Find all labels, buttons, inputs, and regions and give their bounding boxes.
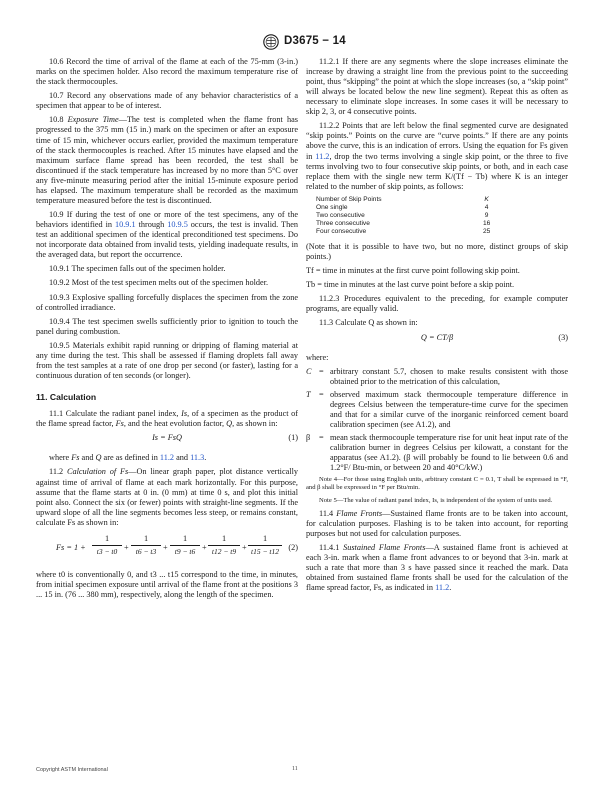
link-11-3[interactable]: 11.3	[190, 453, 205, 463]
link-10-9-1[interactable]: 10.9.1	[114, 219, 136, 229]
equation-3: Q = CT/β (3)	[420, 332, 568, 342]
page-header	[0, 34, 600, 52]
para-10-9-1: 10.9.1 The specimen falls out of the specimen holder.	[49, 264, 226, 274]
para-10-9-5: 10.9.5 Materials exhibit rapid running or dripping of flaming material at any time during the test. This shall be assessed if flaming droplets fall away from the test samples at a rate of one drop per second (or faster), lasting for a continuous duration of ten seconds (or longer).	[36, 340, 298, 381]
equation-2: Fs = 1 + $\frac{1}{t3 - t0}$ + $\frac{1}{t6 - t3}$ + $\frac{1}{t9 - t6}$ + $\frac{1}{t12 - t9}$ + $\frac{1}{t15 - t12}$ (2)	[56, 533, 298, 556]
copyright-footer: Copyright ASTM International	[36, 767, 108, 773]
table-row: Two consecutive 9	[316, 211, 489, 219]
para-10-9-4: 10.9.4 The test specimen swells sufficiently prior to ignition to touch the panel during combustion.	[36, 316, 298, 336]
para-11-2: 11.2 Calculation of Fs—On linear graph paper, plot distance vertically against time of arrival of flame at each mark horizontally. For this purpose, assume that the flame starts at 0 in. (0 mm) at time 0 s, and plot this initial point also. Connect the six (or fewer) points with straight-line segments. If the upward slope of all the line segments becomes less steep, or remains constant, calculate Fs as shown in:	[36, 467, 299, 527]
para-11-2-2: 11.2.2 Points that are left below the final segmented curve are designated “skip points.” Points on the curve are “curve points.” If there are any points above the curve, this is an indication of errors. Using the equation for Fs given in 11.2, drop the two terms involving a single skip point, or the three to five terms involving two to four consecutive skip points, or both, and in each case replace them with the single new term K/(Tf − Tb) where K is an integer related to the number of skip points, as follows:	[306, 121, 569, 191]
table-header-row: Number of Skip Points K	[316, 195, 489, 203]
def-tf: Tf = time in minutes at the first curve point following skip point.	[306, 265, 520, 275]
right-column	[306, 57, 568, 597]
para-11-2-1: 11.2.1 If there are any segments where the slope increases eliminate the increase by drawing a straight line from the previous point to the succeeding point, thus “skipping” the point at which the slope increases (so, a “skip point” will always be located below the new line segment). Repeat this as often as necessary to eliminate slope increases. In some cases it will be necessary to skip 2, 3, or 4 consecutive points.	[306, 57, 568, 117]
para-10-9: 10.9 If during the test of one or more of the test specimens, any of the behaviors identified in 10.9.1 through 10.9.5 occurs, the test is invalid. Then test an additional specimen of the identical preconditioned test specimens. Do not incorporate data obtained from invalid tests, yielding inadequate results, in the averaged data, but report the occurrence.	[36, 209, 298, 260]
table-row: One single 4	[316, 203, 489, 211]
def-tb: Tb = time in minutes at the last curve point before a skip point.	[306, 280, 515, 290]
link-11-2-c[interactable]: 11.2	[435, 583, 450, 593]
table-row: Three consecutive 16	[316, 219, 491, 227]
note-4: Note 4—For those using English units, arbitrary constant C = 0.1, T shall be expressed in °F, and β shall be expressed in °F per Btu/min.	[306, 476, 568, 492]
para-10-8: 10.8 Exposure Time—The test is completed when the flame front has progressed to the 375 mm (15 in.) mark on the specimen or after an exposure time of 15 min, whichever occurs earlier, provided the maximum temperature of the stack thermocouples is reached. After 15 minutes have elapsed and the maximum surface flame spread has been recorded, the test shall be discontinued if the stack temperature has increased by no more than 5°C over any five-minute measuring period after the initial 15-minute exposure period has elapsed. The maximum temperature shall be recorded as the maximum temperature measured before the test is discontinued.	[36, 115, 298, 205]
para-11-4: 11.4 Flame Fronts—Sustained flame fronts are to be taken into account, for calculation purposes. Flashing is to be taken into account, for reporting purposes but not used for calculation purposes.	[306, 508, 568, 538]
link-11-2-b[interactable]: 11.2	[315, 151, 330, 161]
definition-beta: β = mean stack thermocouple temperature rise for unit heat input rate of the calibration burner in degrees Celsius per kilowatt, a constant for the apparatus (see A1.2). (β will probably be found to lie between 0.6 and 1.2°F/ Btu-min, or between 20 and 40°C/kW.)	[306, 433, 568, 473]
note-5: Note 5—The value of radiant panel index, Is, is independent of the system of units used.	[319, 496, 553, 504]
astm-logo-icon	[263, 34, 279, 50]
definition-T: T = observed maximum stack thermocouple temperature difference in degrees Celsius between the temperature-time curve for the specimen and that for a similar curve of the inorganic reinforced cement board calibration specimen (see A1.2), and	[306, 389, 568, 429]
note-skip-groups: (Note that it is possible to have two, but no more, distinct groups of skip points.)	[306, 241, 568, 261]
para-10-6: 10.6 Record the time of arrival of the flame at each of the 75-mm (3-in.) marks on the specimen holder. Also record the maximum temperature rise of the stack thermocouples.	[36, 57, 298, 87]
para-10-7: 10.7 Record any observations made of any behavior characteristics of a specimen that appear to be of interest.	[36, 91, 298, 111]
left-column	[36, 57, 298, 604]
link-11-2[interactable]: 11.2	[159, 453, 175, 463]
para-11-4-1: 11.4.1 Sustained Flame Fronts—A sustained flame front is achieved at each 3-in. mark when a flame front advances to or beyond that 3-in. mark at such a rate that more than 3 s have passed since it reached the mark. Data obtained from sustained flame fronts shall be used for the calculation of the flame spread factor, Fs, as indicated in 11.2.	[306, 543, 568, 593]
standard-id: D3675 − 14	[284, 35, 346, 47]
where-11-1: where Fs and Q are as defined in 11.2 and 11.3.	[49, 453, 207, 463]
page-number: 11	[292, 766, 298, 772]
para-10-9-3: 10.9.3 Explosive spalling forcefully displaces the specimen from the zone of controlled irradiance.	[36, 292, 298, 312]
para-11-1: 11.1 Calculate the radiant panel index, Is, of a specimen as the product of the flame spread factor, Fs, and the heat evolution factor, Q, as shown in:	[36, 409, 298, 429]
link-10-9-5[interactable]: 10.9.5	[167, 219, 188, 229]
where-11-2: where t0 is conventionally 0, and t3 ... t15 correspond to the time, in minutes, from initial specimen exposure until arrival of the flame front at the positions 3 ... 15 in. (76 ... 380 mm), respectively, along the length of the specimen.	[36, 569, 298, 599]
table-row: Four consecutive 25	[316, 227, 491, 235]
equation-1: Is = FsQ (1)	[152, 433, 298, 443]
skip-points-table	[316, 196, 552, 236]
para-11-2-3: 11.2.3 Procedures equivalent to the preceding, for example computer programs, are equally valid.	[306, 294, 568, 314]
definition-C: C = arbitrary constant 5.7, chosen to make results consistent with those obtained prior to the metrication of this calculation,	[306, 366, 568, 386]
section-heading-calculation: 11. Calculation	[36, 392, 97, 403]
para-11-3: 11.3 Calculate Q as shown in:	[319, 318, 418, 328]
para-10-9-2: 10.9.2 Most of the test specimen melts out of the specimen holder.	[49, 278, 269, 288]
where-label: where:	[306, 352, 329, 362]
